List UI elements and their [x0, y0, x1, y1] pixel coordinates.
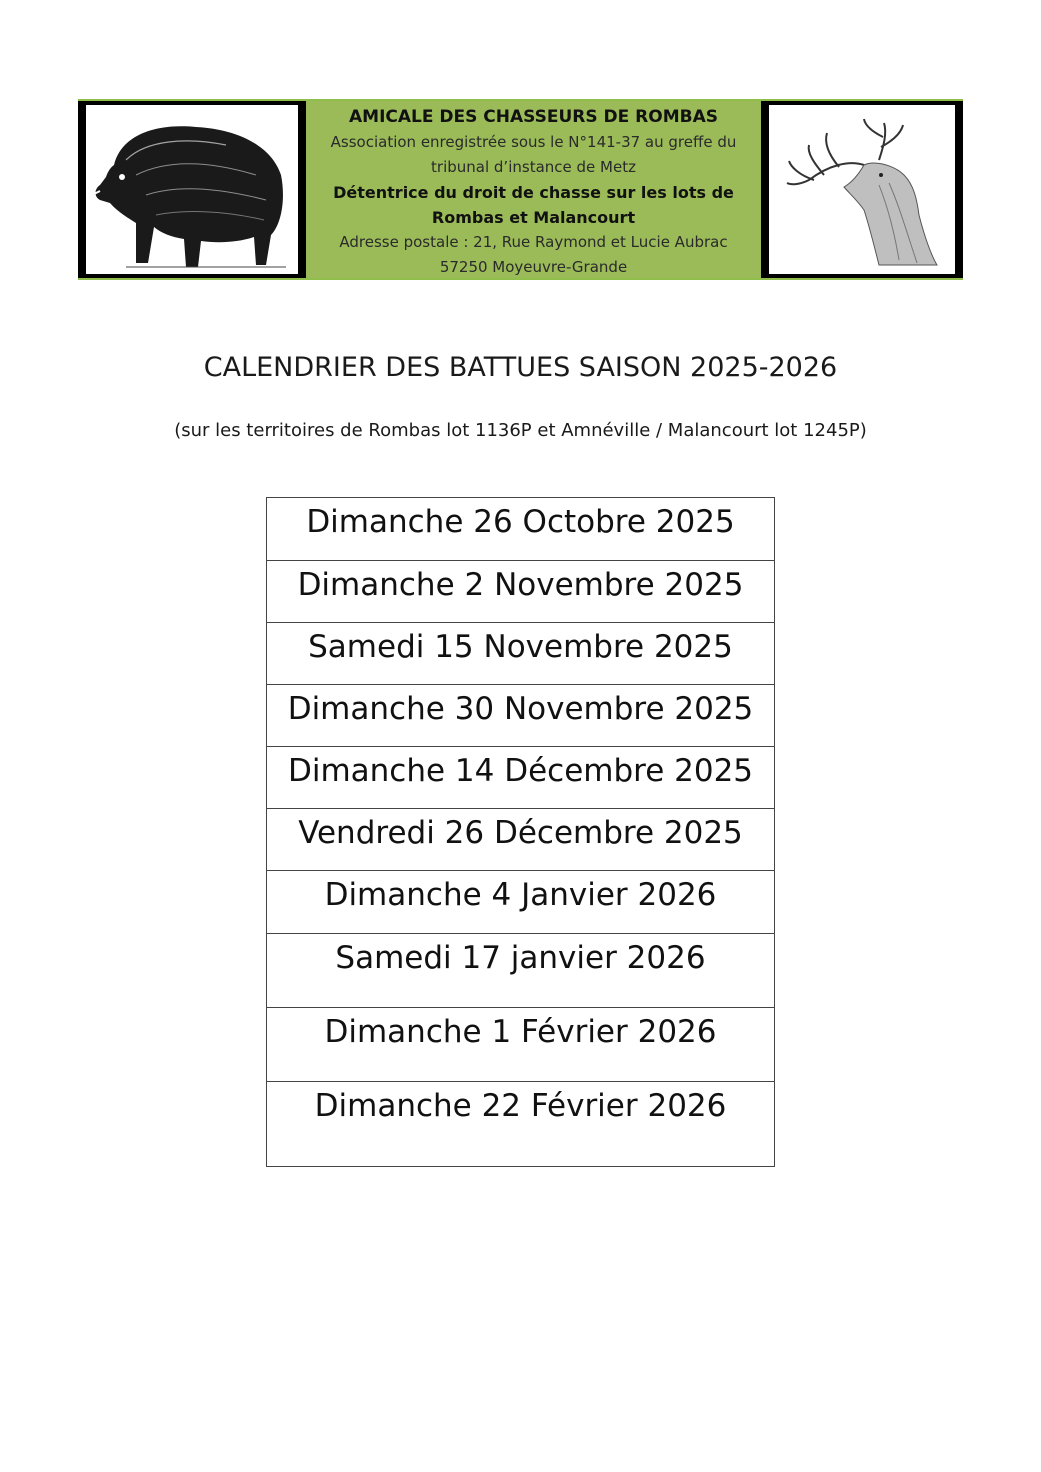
page-title: CALENDRIER DES BATTUES SAISON 2025-2026 — [203, 352, 838, 383]
page-subtitle: (sur les territoires de Rombas lot 1136P et Amnéville / Malancourt lot 1245P) — [174, 420, 867, 441]
hunting-lots: Rombas et Malancourt — [431, 208, 636, 227]
stag-icon — [769, 105, 955, 274]
hunting-rights-line: Détentrice du droit de chasse sur les lots de — [333, 183, 734, 202]
wild-boar-image — [86, 105, 298, 274]
date-row: Samedi 17 janvier 2026 — [267, 934, 774, 1008]
postal-address: Adresse postale : 21, Rue Raymond et Lucie Aubrac — [339, 233, 728, 251]
date-row: Dimanche 1 Février 2026 — [267, 1008, 774, 1082]
date-row: Dimanche 26 Octobre 2025 — [267, 498, 774, 561]
date-row: Dimanche 14 Décembre 2025 — [267, 747, 774, 809]
date-row: Samedi 15 Novembre 2025 — [267, 623, 774, 685]
stag-image — [769, 105, 955, 274]
date-row: Vendredi 26 Décembre 2025 — [267, 809, 774, 871]
date-row: Dimanche 2 Novembre 2025 — [267, 561, 774, 623]
association-info — [306, 101, 761, 278]
dates-table — [266, 497, 775, 1167]
date-row: Dimanche 22 Février 2026 — [314, 1088, 727, 1124]
date-row: Dimanche 30 Novembre 2025 — [267, 685, 774, 747]
association-name: AMICALE DES CHASSEURS DE ROMBAS — [349, 107, 718, 127]
letterhead — [78, 99, 963, 280]
registration-line: Association enregistrée sous le N°141-37 au greffe du — [330, 133, 737, 151]
postal-city: 57250 Moyeuvre-Grande — [439, 258, 628, 276]
registration-court: tribunal d’instance de Metz — [431, 158, 636, 176]
date-row: Dimanche 4 Janvier 2026 — [267, 871, 774, 934]
wild-boar-icon — [86, 105, 298, 274]
